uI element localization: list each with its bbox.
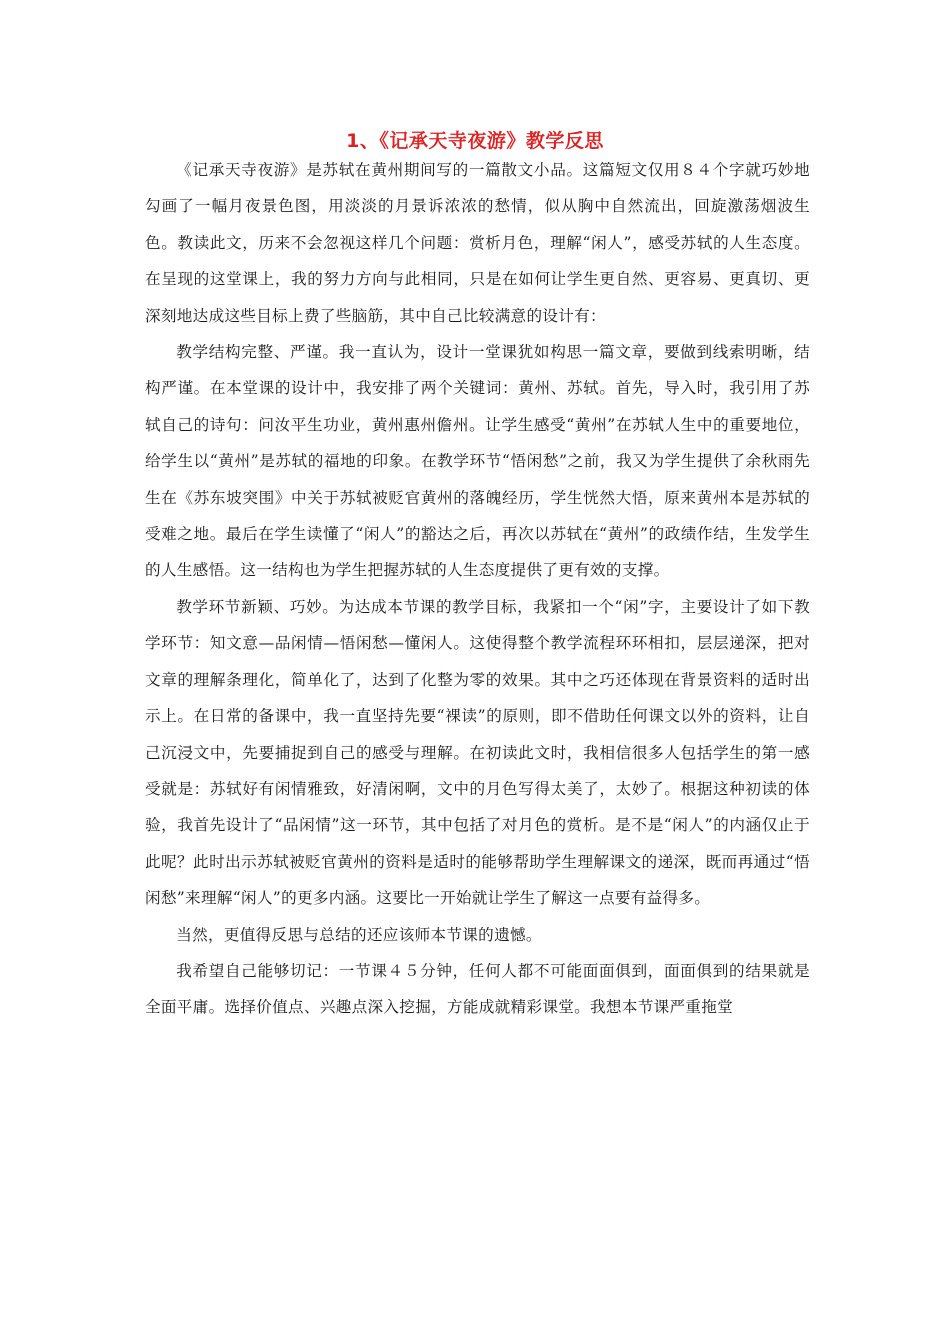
paragraph-structure: 教学结构完整、严谨。我一直认为，设计一堂课犹如构思一篇文章，要做到线索明晰，结构严谨。在本堂课的设计中，我安排了两个关键词：黄州、苏轼。首先，导入时，我引用了苏轼自己的诗句：问汝平生功业，黄州惠州儋州。让学生感受“黄州”在苏轼人生中的重要地位，给学生以“黄州”是苏轼的福地的印象。在教学环节“悟闲愁”之前，我又为学生提供了余秋雨先生在《苏东坡突围》中关于苏轼被贬官黄州的落魄经历，学生恍然大悟，原来黄州本是苏轼的受难之地。最后在学生读懂了“闲人”的豁达之后，再次以苏轼在“黄州”的政绩作结，生发学生的人生感悟。这一结构也为学生把握苏轼的人生态度提供了更有效的支撑。 <box>145 343 810 580</box>
paragraph-teaching-steps: 教学环节新颖、巧妙。为达成本节课的教学目标，我紧扣一个“闲”字，主要设计了如下教学环节：知文意—品闲情—悟闲愁—懂闲人。这使得整个教学流程环环相扣，层层递深，把对文章的理解条理化，简单化了，达到了化整为零的效果。其中之巧还体现在背景资料的适时出示上。在日常的备课中，我一直坚持先要“裸读”的原则，即不借助任何课文以外的资料，让自己沉浸文中，先要捕捉到自己的感受与理解。在初读此文时，我相信很多人包括学生的第一感受就是：苏轼好有闲情雅致，好清闲啊，文中的月色写得太美了，太妙了。根据这种初读的体验，我首先设计了“品闲情”这一环节，其中包括了对月色的赏析。是不是“闲人”的内涵仅止于此呢？此时出示苏轼被贬官黄州的资料是适时的能够帮助学生理解课文的递深，既而再通过“悟闲愁”来理解“闲人”的更多内涵。这要比一开始就让学生了解这一点要有益得多。 <box>145 597 810 908</box>
document-body <box>145 152 810 1026</box>
paragraph-regret: 当然，更值得反思与总结的还应该师本节课的遗憾。 <box>176 925 542 944</box>
document-title: 1、《记承天寺夜游》教学反思 <box>346 130 604 152</box>
paragraph-reflection: 我希望自己能够切记：一节课４５分钟，任何人都不可能面面俱到，面面俱到的结果就是全面平庸。选择价值点、兴趣点深入挖掘，方能成就精彩课堂。我想本节课严重拖堂 <box>145 961 810 1017</box>
paragraph-intro: 《记承天寺夜游》是苏轼在黄州期间写的一篇散文小品。这篇短文仅用８４个字就巧妙地勾画了一幅月夜景色图，用淡淡的月景诉浓浓的愁情，似从胸中自然流出，回旋激荡烟波生色。教读此文，历来不会忽视这样几个问题：赏析月色，理解“闲人”，感受苏轼的人生态度。在呈现的这堂课上，我的努力方向与此相同，只是在如何让学生更自然、更容易、更真切、更深刻地达成这些目标上费了些脑筋，其中自己比较满意的设计有： <box>145 161 810 325</box>
